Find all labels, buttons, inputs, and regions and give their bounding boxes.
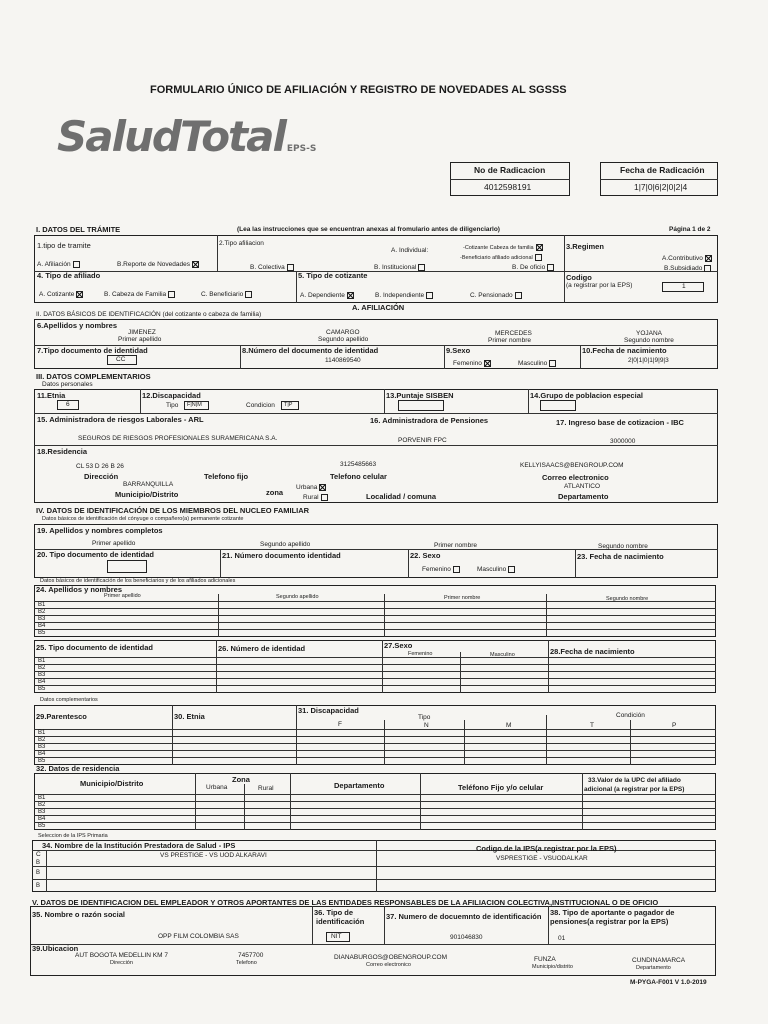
zona-rural[interactable]: Rural [303,494,328,502]
codigo-note: (a registrar por la EPS) [566,282,633,289]
disc-m-col: M [506,722,512,729]
row-b3: B3 [38,809,46,815]
upc-label: 33.Valor de la UPC del afiliado [588,777,681,784]
primer-nombre-label: Primer nombre [488,337,531,344]
masculino-checkbox[interactable] [549,360,556,367]
ben-segundo-apellido-col: Segundo apellido [276,594,319,600]
tramite-afiliacion[interactable]: A. Afiliación [37,261,80,269]
ben-urbana-col: Urbana [206,784,228,791]
salud-total-logo: SaludTotal EPS-S [57,112,317,161]
ben-etnia-label: 30. Etnia [174,712,205,721]
radicacion-date-label: Fecha de Radicación [620,165,705,175]
sexo-label: 9.Sexo [446,346,471,355]
empleador-telefono-label: Telefono [236,960,257,966]
section-3-title: III. DATOS COMPLEMENTARIOS [36,372,151,381]
zona-urbana[interactable]: Urbana [296,484,326,492]
ben-zona-col: Zona [232,775,250,784]
row-b1: B1 [38,730,46,736]
razon-social-label: 35. Nombre o razón social [32,910,125,919]
sisben-field[interactable] [398,400,444,411]
row-b3: B3 [38,672,46,678]
tipo-aportante-label: 38. Tipo de aportante o pagador de [550,908,675,917]
ben-departamento-col: Departamento [334,781,385,790]
conyuge-fecha-label: 23. Fecha de nacimiento [577,552,664,561]
ips-row-b2: B [36,870,41,876]
conyuge-femenino[interactable]: Femenino [422,566,460,574]
ips-codigo-value: VSPRESTIGE - VSUODALKAR [496,855,588,862]
row-b5: B5 [38,758,46,764]
discapacidad-tipo-label: Tipo [166,402,179,409]
regimen-contributivo[interactable]: A.Contributivo [662,255,712,263]
regimen-subsidiado[interactable]: B.Subsidiado [664,265,711,273]
ben-masculino-col: Masculino [490,652,515,658]
row-b2: B2 [38,665,46,671]
tipo-aportante-label-2: pensiones(a registrar por la EPS) [550,917,669,926]
conyuge-segundo-nombre: Segundo nombre [598,543,648,550]
form-code: M-PYGA-F001 V 1.0-2019 [630,979,707,986]
residencia-label: 18.Residencia [37,447,88,456]
row-b5: B5 [38,823,46,829]
ips-c-label: C [36,851,41,858]
rural-checkbox[interactable] [321,494,328,501]
numero-documento-value: 1140869540 [325,357,361,364]
conyuge-masculino[interactable]: Masculino [477,566,515,574]
row-b2: B2 [38,609,46,615]
afiliado-cabeza[interactable]: B. Cabeza de Familia [104,291,175,299]
tipo-documento-value: CC [116,356,126,363]
row-b4: B4 [38,623,46,629]
instructions-note: (Lea las instrucciones que se encuentran anexas al fromulario antes de diligenciarlo) [237,226,500,233]
row-b1: B1 [38,602,46,608]
cotizante-pensionado[interactable]: C. Pensionado [470,292,522,300]
ibc-value: 3000000 [610,438,636,445]
condicion-value: T|P [284,402,293,408]
codigo-value: 1 [682,283,686,290]
ips-row-b3: B [36,883,41,889]
ips-codigo-label: Codigo de la IPS(a registrar por la EPS) [476,844,617,853]
afiliacion-checkbox[interactable] [73,261,80,268]
novedades-checkbox[interactable] [192,261,199,268]
sisben-label: 13.Puntaje SISBEN [386,391,454,400]
fecha-nacimiento-value: 2|0|1|0|1|9|9|3 [628,357,669,364]
section-1-title: I. DATOS DEL TRÁMITE [36,225,121,234]
ben-telefono-col: Teléfono Fijo y/o celular [458,783,544,792]
conyuge-sublabel: Datos básicos de identificación del cónyuge o compañero(a) permanente cotizante [42,516,244,522]
independiente-checkbox[interactable] [426,292,433,299]
ben-segundo-nombre-col: Segundo nombre [606,596,649,602]
datos-complementarios-sublabel: Datos complementarios [40,697,98,703]
arl-value: SEGUROS DE RIESGOS PROFESIONALES SURAMERICANA S.A. [78,435,278,442]
disc-t-col: T [590,722,594,729]
conyuge-primer-nombre: Primer nombre [434,542,477,549]
tramite-novedades[interactable]: B.Reporte de Novedades [117,261,199,269]
cotizante-checkbox[interactable] [76,291,83,298]
etnia-value: 6 [66,401,70,408]
segundo-apellido-label: Segundo apellido [318,336,369,343]
datos-personales-label: Datos personales [42,381,93,388]
ben-primer-apellido-col: Primer apellido [104,593,141,599]
direccion-label: Dirección [84,472,119,481]
afiliado-cotizante[interactable]: A. Cotizante [39,291,83,299]
numero-identificacion-value: 901046830 [450,934,483,941]
beneficiarios-nombres-label: 24. Apellidos y nombres [36,585,122,594]
upc-note: adicional (a registrar por la EPS) [584,786,685,793]
pensionado-checkbox[interactable] [515,292,522,299]
telefono-fijo-label: Telefono fijo [204,472,249,481]
celular-value: 3125485663 [340,461,377,468]
cotizante-independiente[interactable]: B. Independiente [375,292,433,300]
primer-apellido-value: JIMENEZ [128,329,156,336]
segundo-apellido-value: CAMARGO [326,329,360,336]
ben-fecha-label: 28.Fecha de nacimiento [550,647,635,656]
residencia-beneficiarios-label: 32. Datos de residencia [36,764,120,773]
contributivo-checkbox[interactable] [705,255,712,262]
empleador-direccion-value: AUT BOGOTA MEDELLIN KM 7 [75,952,168,959]
institucional-checkbox[interactable] [418,264,425,271]
ben-femenino-col: Femenino [408,651,433,657]
empleador-telefono-value: 7457700 [238,952,264,959]
zona-label: zona [266,488,284,497]
conyuge-masculino-checkbox[interactable] [508,566,515,573]
beneficiario-checkbox[interactable] [245,291,252,298]
conyuge-segundo-apellido: Segundo apellido [260,541,311,548]
razon-social-value: OPP FILM COLOMBIA SAS [158,933,239,940]
ben-primer-nombre-col: Primer nombre [444,595,481,601]
row-b3: B3 [38,744,46,750]
celular-label: Telefono celular [330,472,387,481]
municipio-label: Municipio/Distrito [115,490,179,499]
urbana-checkbox[interactable] [319,484,326,491]
fecha-nacimiento-label: 10.Fecha de nacimiento [582,346,667,355]
afiliacion-individual-label: A. Individual: [391,247,429,254]
row-b5: B5 [38,686,46,692]
parentesco-table [34,705,716,765]
empleador-departamento-value: CUNDINAMARCA [632,957,686,964]
section-2-title: II. DATOS BÁSICOS DE IDENTIFICACIÓN (del cotizante o cabeza de familia) [36,311,262,318]
afiliado-beneficiario[interactable]: C. Beneficiario [201,291,252,299]
primer-nombre-value: MERCEDES [495,330,532,337]
afiliacion-colectiva[interactable]: B. Colectiva [250,264,294,272]
conyuge-tipo-doc-field[interactable] [107,560,147,573]
tipo-afiliado-label: 4. Tipo de afiliado [37,271,101,280]
ips-sublabel: Seleccion de la IPS Primaria [38,833,108,839]
departamento-value: ATLANTICO [564,483,600,490]
regimen-label: 3.Regimen [566,242,604,251]
tipo-documento-label: 7.Tipo documento de identidad [37,346,148,355]
conyuge-sexo-label: 22. Sexo [410,551,441,560]
ips-row-b1: B [36,860,41,866]
numero-documento-label: 8.Número del documento de identidad [242,346,379,355]
ben-municipio-col: Municipio/Distrito [80,779,144,788]
radicacion-number-value: 4012598191 [484,182,532,192]
discapacidad-label: 12.Discapacidad [142,391,201,400]
codigo-label: Codigo [566,273,592,282]
tipo-cotizante-label: 5. Tipo de cotizante [298,271,368,280]
correo-value: KELLYISAACS@BENGROUP.COM [520,462,624,469]
row-b4: B4 [38,816,46,822]
ben-disc-condicion-label: Condición [616,712,645,719]
form-title: FORMULARIO ÚNICO DE AFILIACIÓN Y REGISTRO DE NOVEDADES AL SGSSS [150,84,567,96]
segundo-nombre-label: Segundo nombre [624,337,674,344]
conyuge-numero-doc-label: 21. Número documento identidad [222,551,341,560]
cotizante-dependiente[interactable]: A. Dependiente [300,292,354,300]
etnia-label: 11.Etnia [37,391,66,400]
direccion-value: CL 53 D 26 B 26 [76,463,124,470]
section-5-title: V. DATOS DE IDENTIFICACION DEL EMPLEADOR Y OTROS APORTANTES DE LAS ENTIDADES RESPONSABLES DE LA AFILIACION COLECTIVA,INSTITUCIONAL O DE OFICIO [32,898,659,907]
empleador-municipio-label: Municipio/distrito [532,964,573,970]
cabeza-checkbox[interactable] [168,291,175,298]
ben-tipo-doc-label: 25. Tipo documento de identidad [36,643,153,652]
afiliacion-institucional[interactable]: B. Institucional [374,264,425,272]
empleador-municipio-value: FUNZA [534,956,556,963]
tipo-identificacion-label-2: identificación [316,917,365,926]
sexo-femenino[interactable]: Femenino [453,360,491,368]
radicacion-number-label: No de Radicacion [474,165,546,175]
condicion-label: Condicion [246,402,275,409]
localidad-label: Localidad / comuna [366,492,437,501]
ips-nombre-label: 34. Nombre de la Institución Prestadora de Salud - IPS [42,841,236,850]
disc-f-col: F [338,721,342,728]
colectiva-checkbox[interactable] [287,264,294,271]
cabeza-familia-checkbox[interactable] [536,244,543,251]
tipo-identificacion-label: 36. Tipo de [314,908,354,917]
oficio-checkbox[interactable] [547,264,554,271]
ubicacion-label: 39.Ubicacion [32,944,79,953]
municipio-value: BARRANQUILLA [123,481,174,488]
row-b3: B3 [38,616,46,622]
afiliacion-title: A. AFILIACIÓN [352,303,405,312]
apellidos-nombres-label: 6.Apellidos y nombres [37,321,118,330]
row-b4: B4 [38,751,46,757]
tipo-aportante-value: 01 [558,935,566,942]
tipo-identificacion-value: NIT [331,933,342,940]
ben-disc-tipo-label: Tipo [418,714,431,721]
pensiones-value: PORVENIR FPC [398,437,447,444]
radicacion-date-value: 1|7|0|6|2|0|2|4 [634,182,688,192]
conyuge-femenino-checkbox[interactable] [453,566,460,573]
dependiente-checkbox[interactable] [347,292,354,299]
row-b5: B5 [38,630,46,636]
departamento-label: Departamento [558,492,609,501]
pensiones-label: 16. Administradora de Pensiones [370,416,489,425]
row-b1: B1 [38,795,46,801]
conyuge-tipo-doc-label: 20. Tipo documento de identidad [37,550,154,559]
ips-nombre-value: VS PRESTIGE - VS UOD ALKARAVI [160,852,267,859]
ben-discapacidad-label: 31. Discapacidad [298,706,359,715]
disc-p-col: P [672,722,677,729]
ben-numero-label: 26. Número de identidad [218,644,306,653]
ben-sexo-label: 27.Sexo [384,641,413,650]
ben-rural-col: Rural [258,785,274,792]
beneficiario-adicional-checkbox[interactable] [535,254,542,261]
ibc-label: 17. Ingreso base de cotizacion - IBC [556,418,684,427]
poblacion-especial-field[interactable] [540,400,576,411]
segundo-nombre-value: YOJANA [636,330,663,337]
afiliacion-oficio[interactable]: B. De oficio [512,264,554,272]
tramite-label: 1.tipo de tramite [37,241,91,250]
conyuge-nombres-label: 19. Apellidos y nombres completos [37,526,163,535]
row-b2: B2 [38,737,46,743]
discapacidad-tipo-value: F|N|M [187,402,202,408]
subsidiado-checkbox[interactable] [704,265,711,272]
beneficiario-adicional[interactable]: -Beneficiario afiliado adicional [460,254,542,261]
tipo-afiliacion-label: 2.Tipo afiliacion [219,240,264,247]
row-b1: B1 [38,658,46,664]
disc-n-col: N [424,722,429,729]
empleador-correo-value: DIANABURGOS@OBENGROUP.COM [334,954,448,961]
sexo-masculino[interactable]: Masculino [518,360,556,368]
parentesco-label: 29.Parentesco [36,712,87,721]
empleador-direccion-label: Dirección [110,960,133,966]
beneficiarios-sublabel: Datos básicos de identificación de los beneficiarios y de los afiliados adicionales [40,578,236,584]
cotizante-cabeza[interactable]: -Cotizante Cabeza de familia [463,244,543,251]
correo-label: Correo electronico [542,473,609,482]
empleador-correo-label: Correo electronico [366,962,411,968]
femenino-checkbox[interactable] [484,360,491,367]
conyuge-primer-apellido: Primer apellido [92,540,136,547]
row-b2: B2 [38,802,46,808]
section-4-title: IV. DATOS DE IDENTIFICACIÓN DE LOS MIEMBROS DEL NUCLEO FAMILIAR [36,506,310,515]
primer-apellido-label: Primer apellido [118,336,162,343]
arl-label: 15. Administradora de riesgos Laborales - ARL [37,415,204,424]
poblacion-especial-label: 14.Grupo de poblacion especial [530,391,643,400]
empleador-departamento-label: Departamento [636,965,671,971]
numero-identificacion-label: 37. Numero de docuemnto de identificación [386,912,542,921]
page-indicator: Página 1 de 2 [669,226,711,233]
row-b4: B4 [38,679,46,685]
